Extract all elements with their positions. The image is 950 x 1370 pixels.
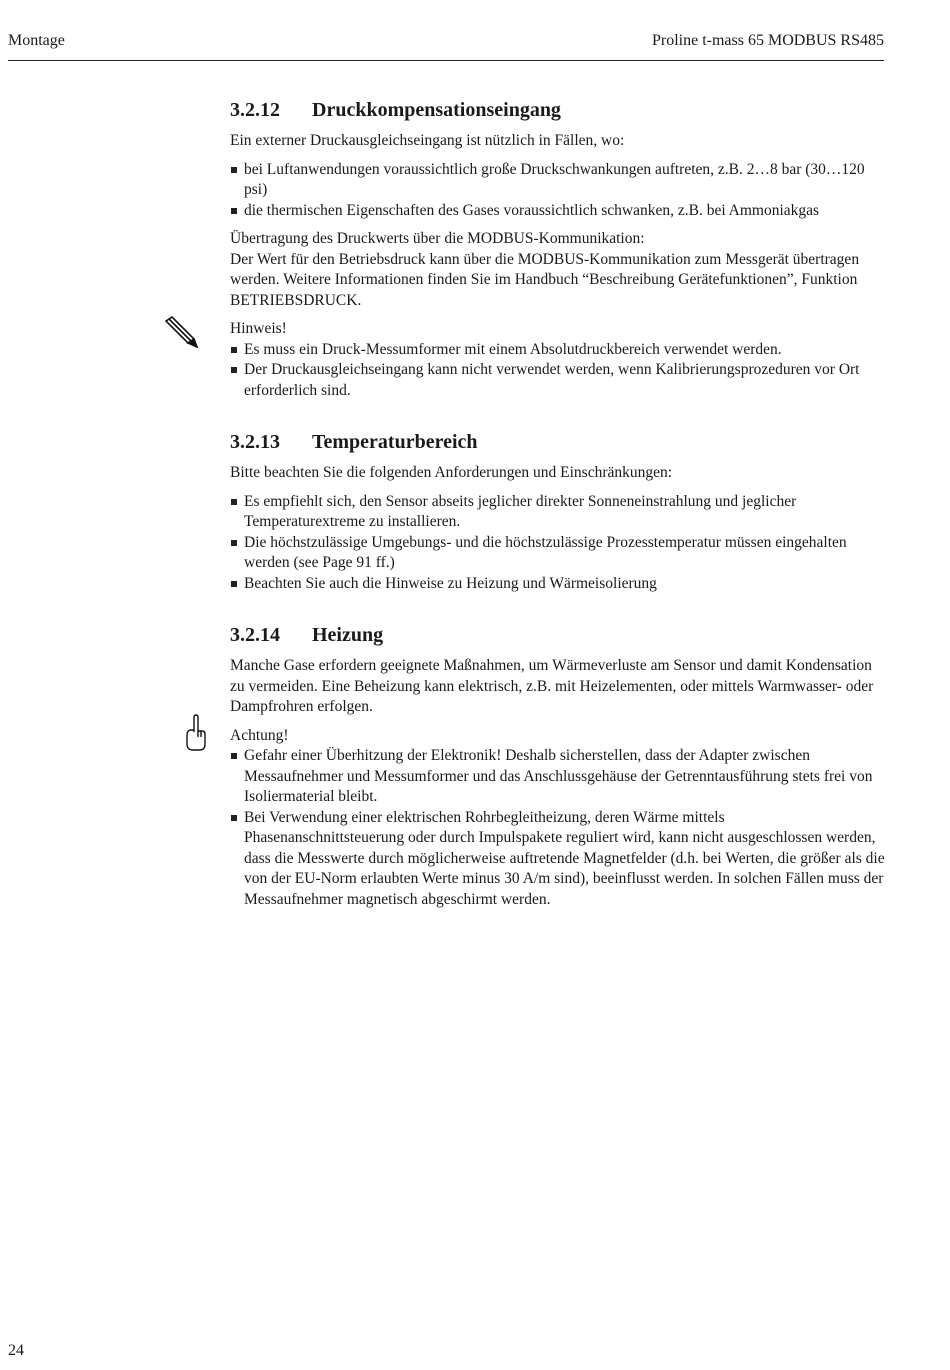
bullet-icon (231, 581, 237, 587)
section-number: 3.2.12 (230, 99, 280, 121)
note-bullet-list (230, 746, 886, 910)
transfer-heading: Übertragung des Druckwerts über die MODBUS-Kommunikation: (230, 230, 645, 247)
list-item-text: Es muss ein Druck-Messumformer mit einem Absolutdruckbereich verwendet werden. (244, 340, 782, 358)
section-heading (230, 97, 886, 123)
transfer-block (230, 229, 886, 311)
bullet-list (230, 160, 886, 222)
section-heading (230, 429, 886, 455)
bullet-icon (231, 208, 237, 214)
header-chapter: Montage (8, 32, 65, 49)
bullet-icon (231, 347, 237, 353)
section-intro: Bitte beachten Sie die folgenden Anforderungen und Einschränkungen: (230, 464, 673, 481)
transfer-text: Der Wert für den Betriebsdruck kann über die MODBUS-Kommunikation zum Messgerät übertragen werden. Weitere Informationen finden Sie im Handbuch “Beschreibung Gerätefunktionen”, Funktion BETRIEBSDRUCK. (230, 250, 860, 309)
bullet-icon (231, 753, 237, 759)
list-item-text: Der Druckausgleichseingang kann nicht verwendet werden, wenn Kalibrierungsprozeduren vor Ort erforderlich sind. (244, 361, 860, 399)
bullet-icon (231, 367, 237, 373)
bullet-icon (231, 167, 237, 173)
bullet-icon (231, 499, 237, 505)
list-item (230, 574, 886, 595)
note-title: Achtung! (230, 726, 289, 744)
page-header (8, 32, 884, 61)
section-heizung (230, 622, 886, 910)
section-temperaturbereich (230, 429, 886, 594)
bullet-icon (231, 540, 237, 546)
list-item-text: Beachten Sie auch die Hinweise zu Heizung und Wärmeisolierung (244, 574, 657, 592)
pointing-hand-icon (184, 714, 208, 754)
list-item-text: Es empfiehlt sich, den Sensor abseits jeglicher direkter Sonneneinstrahlung und jeglicher Temperaturextreme zu installieren. (244, 492, 797, 530)
note-hinweis (230, 319, 886, 401)
section-intro: Manche Gase erfordern geeignete Maßnahmen, um Wärmeverluste am Sensor und damit Kondensation zu vermeiden. Eine Beheizung kann elektrisch, z.B. mit Heizelementen, oder mittels Warmwasser- oder Dampfrohren erfolgen. (230, 657, 874, 715)
bullet-icon (231, 815, 237, 821)
list-item (230, 746, 886, 808)
list-item-text: bei Luftanwendungen voraussichtlich große Druckschwankungen auftreten, z.B. 2…8 bar (30…120 psi) (244, 160, 865, 198)
section-druckkompensation (230, 97, 886, 401)
section-number: 3.2.14 (230, 624, 280, 646)
list-item (230, 533, 886, 574)
list-item-text: Gefahr einer Überhitzung der Elektronik! Deshalb sicherstellen, dass der Adapter zwischen Messaufnehmer und Messumformer und das Anschlussgehäuse der Getrenntausführung stets frei von Isoliermaterial bleibt. (244, 747, 873, 805)
list-item (230, 808, 886, 911)
section-title: Druckkompensationseingang (312, 99, 561, 121)
page-number: 24 (8, 1342, 24, 1359)
section-title: Heizung (312, 624, 384, 646)
section-heading (230, 622, 886, 648)
section-number: 3.2.13 (230, 431, 280, 453)
list-item (230, 160, 886, 201)
list-item-text: Bei Verwendung einer elektrischen Rohrbegleitheizung, deren Wärme mittels Phasenanschnittsteuerung oder durch Impulspakete reguliert wird, kann nicht ausgeschlossen werden, dass die Messwerte durch möglicherweise auftretende Magnetfelder (d.h. bei Werten, die größer als die von der EU-Norm erlaubten Werte minus 30 A/m sind), beeinflusst werden. In solchen Fällen muss der Messaufnehmer magnetisch abgeschirmt werden. (244, 808, 885, 908)
list-item (230, 492, 886, 533)
bullet-list (230, 492, 886, 595)
note-title: Hinweis! (230, 320, 287, 337)
list-item-text: Die höchstzulässige Umgebungs- und die höchstzulässige Prozesstemperatur müssen eingehalten werden (see Page 91 ff.) (244, 533, 847, 571)
note-achtung (230, 726, 886, 911)
pencil-icon (160, 315, 200, 351)
main-content (230, 97, 886, 938)
header-product: Proline t-mass 65 MODBUS RS485 (651, 32, 884, 49)
list-item-text: die thermischen Eigenschaften des Gases voraussichtlich schwanken, z.B. bei Ammoniakgas (244, 201, 820, 219)
list-item (230, 201, 886, 222)
section-title: Temperaturbereich (312, 431, 478, 453)
list-item (230, 360, 886, 401)
note-bullet-list (230, 340, 886, 402)
section-intro: Ein externer Druckausgleichseingang ist nützlich in Fällen, wo: (230, 132, 625, 149)
list-item (230, 340, 886, 361)
